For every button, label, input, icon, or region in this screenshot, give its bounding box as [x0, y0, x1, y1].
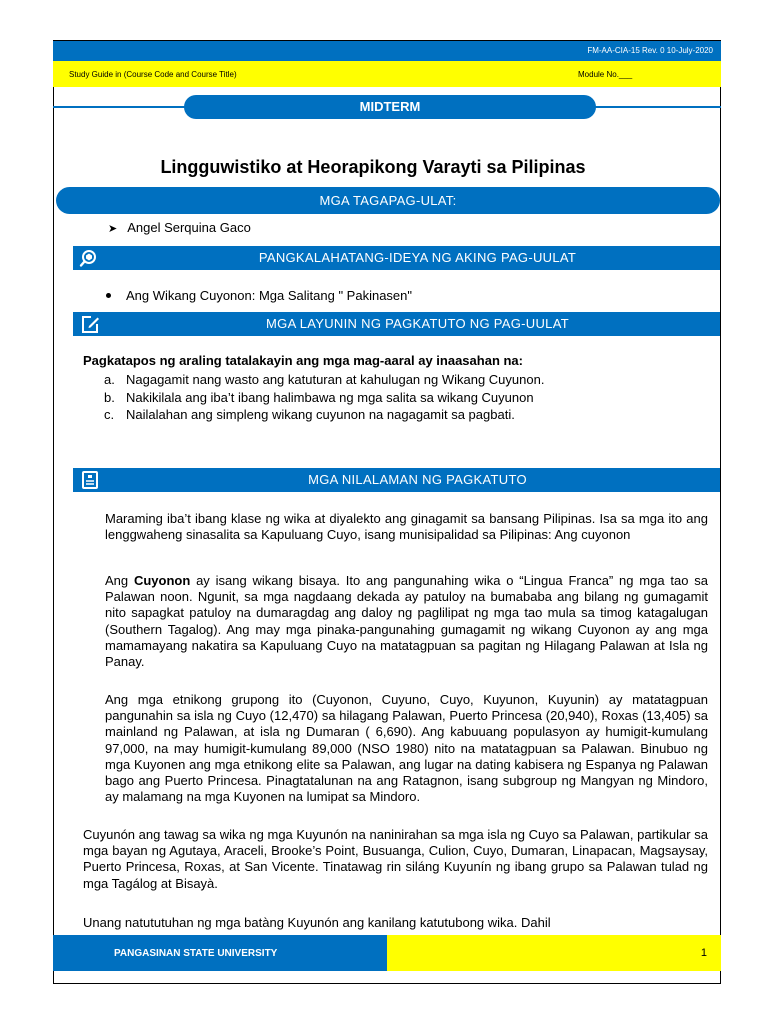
objectives-heading: MGA LAYUNIN NG PAGKATUTO NG PAG-UULAT: [266, 316, 569, 331]
reporters-heading: MGA TAGAPAG-ULAT:: [56, 187, 720, 214]
objective-item: [104, 390, 544, 408]
footer-bar: [53, 935, 387, 971]
content-paragraph: [83, 692, 708, 805]
cuyonon-term: Cuyonon: [133, 573, 191, 588]
objectives-intro: Pagkatapos ng araling tatalakayin ang mga mag-aaral ay inaasahan na:: [83, 353, 523, 368]
objective-letter: c.: [104, 407, 115, 422]
objective-text: Nailalahan ang simpleng wikang cuyunon na nagagamit sa pagbati.: [126, 407, 515, 422]
overview-item: [106, 288, 412, 303]
arrow-bullet-icon: ➤: [108, 223, 118, 235]
midterm-banner: MIDTERM: [184, 95, 596, 119]
form-code: FM-AA-CIA-15 Rev. 0 10-July-2020: [587, 46, 713, 55]
content-paragraph: [83, 511, 708, 543]
module-number-label: Module No.___: [578, 70, 633, 79]
objective-letter: b.: [104, 389, 115, 405]
footer-page-bar: [387, 935, 721, 971]
objective-text: Nagagamit nang wasto ang katuturan at kahulugan ng Wikang Cuyunon.: [126, 372, 545, 387]
edit-icon: [79, 314, 101, 334]
header-subbar: [53, 61, 721, 87]
paragraph-body: ay isang wikang bisaya. Ito ang pangunahing wika o “Lingua Franca” ng mga tao sa Palawan noon. Ngunit, sa mga nagdaang dekada ay patuloy na bumababa ang bilang ng gumagamit nito sapagkat patuloy na dumaragdag ang daloy ng paglilipat ng mga tao mula sa timog katagalugan (Southern Tagalog). Ang may mga pinaka-pangunahing gumagamit ng wikang Cuyonon ay ang mga mamamayang nakatira sa Kapuluang Cuyo na matatagpuan sa pagitan ng Hilagang Palawan at Isla ng Panay.: [105, 573, 708, 670]
objective-item: [104, 372, 544, 390]
page-title: Lingguwistiko at Heorapikong Varayti sa Pilipinas: [160, 157, 586, 177]
paragraph-text: Cuyunón ang tawag sa wika ng mga Kuyunón na naninirahan sa mga isla ng Cuyo sa Palawan, partikular sa mga bayan ng Agutaya, Araceli, Brooke’s Point, Busuanga, Culion, Cuyo, Dumaran, Linapacan, Magsaysay, Puerto Princesa, Roxas, at San Vicente. Tinatawag rin siláng Kuyunín ng ibang grupo sa Palawan tulad ng mga Tagálog at Bisayà.: [83, 827, 708, 891]
paragraph-text: Maraming iba’t ibang klase ng wika at diyalekto ang ginagamit sa bansang Pilipinas. Isa sa mga ito ang lenggwaheng sinasalita sa Kapuluang Cuyo, isang munisipalidad sa Pilipinas: Ang cuyonon: [105, 511, 708, 543]
overview-item-text: Ang Wikang Cuyonon: Mga Salitang " Pakinasen": [126, 288, 413, 303]
content-heading-bar: [73, 468, 720, 492]
reporter-name: Angel Serquina Gaco: [127, 220, 251, 235]
university-name: PANGASINAN STATE UNIVERSITY: [114, 948, 278, 959]
document-icon: [79, 470, 101, 490]
paragraph-lead: Ang: [105, 573, 134, 588]
content-heading: MGA NILALAMAN NG PAGKATUTO: [308, 472, 527, 487]
content-paragraph: [83, 915, 708, 931]
objective-letter: a.: [104, 372, 115, 387]
overview-heading: PANGKALAHATANG-IDEYA NG AKING PAG-UULAT: [258, 250, 577, 265]
paragraph-text: [83, 573, 708, 670]
content-paragraph: [83, 573, 708, 670]
overview-heading-bar: [73, 246, 720, 270]
objective-text: Nakikilala ang iba’t ibang halimbawa ng mga salita sa wikang Cuyunon: [126, 389, 534, 405]
objectives-heading-bar: [73, 312, 720, 336]
page-number: 1: [700, 947, 707, 959]
header-bar: [53, 41, 721, 61]
study-guide-label: Study Guide in (Course Code and Course Title): [69, 70, 237, 79]
paragraph-text: Ang mga etnikong grupong ito (Cuyonon, Cuyuno, Cuyo, Kuyunon, Kuyunin) ay matatagpuan pangunahin sa isla ng Cuyo (12,470) sa hilagang Palawan, Puerto Princesa (20,940), Roxas (13,405) sa mainland ng Palawan, at isla ng Dumaran ( 6,690). Ang kabuuang populasyon ay humigit-kumulang 97,000, na may humigit-kumulang 89,000 (NSO 1980) nito na matatagpuan sa Palawan. Binubuo ng mga Kuyonen ang mga etnikong elite sa Palawan, ang lugar na dating kabisera ng Espanya ng Palawan bago ang Puerto Princesa. Pinagtatalunan na ang Ratagnon, isang subgroup ng Mangyan ng Mindoro, ay malamang na mga Kuyonen na lumipat sa Mindoro.: [105, 692, 708, 805]
content-paragraph: [83, 827, 708, 892]
paragraph-text: Unang natututuhan ng mga batàng Kuyunón ang kanilang katutubong wika. Dahil: [83, 915, 551, 930]
objectives-list: [104, 372, 544, 425]
search-icon: [79, 248, 101, 268]
objective-item: [104, 407, 544, 425]
reporter-item: [108, 220, 251, 235]
bullet-icon: [106, 293, 111, 298]
